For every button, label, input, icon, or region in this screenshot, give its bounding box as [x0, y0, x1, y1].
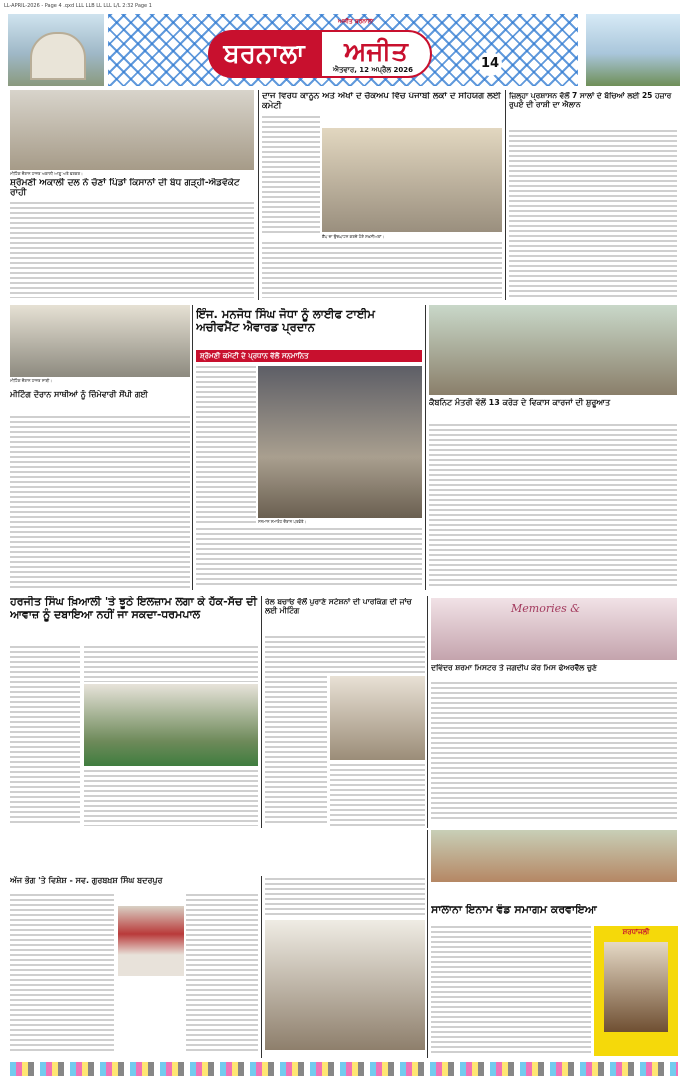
article-body: [330, 764, 425, 826]
photo-caption: ਸਨਮਾਨ ਸਮਾਰੋਹ ਦੌਰਾਨ ਪਤਵੰਤੇ।: [258, 519, 307, 524]
article-body: [186, 894, 258, 1054]
article-body: [509, 130, 677, 298]
masthead-date: ਐਤਵਾਰ, 12 ਅਪ੍ਰੈਲ 2026: [333, 66, 414, 74]
article-body: [431, 682, 677, 822]
article-body: [429, 424, 677, 588]
photo-portrait: [118, 906, 184, 976]
photo-caption: ਮੀਟਿੰਗ ਦੌਰਾਨ ਹਾਜ਼ਰ ਅਕਾਲੀ ਆਗੂ ਅਤੇ ਵਰਕਰ।: [10, 171, 83, 176]
shardhanjali-photo: [604, 942, 668, 1032]
article-body: [84, 646, 258, 682]
print-slug: LL-APRIL-2026 - Page 4 .qxd LLL LLB LL LLL L/L 2:32 Page 1: [4, 3, 152, 9]
headline-development: ਕੈਬਨਿਟ ਮੰਤਰੀ ਵੱਲੋਂ 13 ਕਰੋੜ ਦੇ ਵਿਕਾਸ ਕਾਰਜਾਂ ਦੀ ਸ਼ੁਰੂਆਤ: [429, 398, 611, 407]
subhead-award: ਸ਼੍ਰੋਮਣੀ ਕਮੇਟੀ ਦੇ ਪ੍ਰਧਾਨ ਵੱਲੋਂ ਸਨਮਾਨਿਤ: [196, 350, 422, 362]
article-body: [10, 646, 80, 826]
photo-station-visit: [330, 676, 425, 760]
article-body: [265, 636, 425, 676]
headline-meeting: ਮੀਟਿੰਗ ਦੌਰਾਨ ਸਾਥੀਆਂ ਨੂੰ ਜ਼ਿੰਮੇਵਾਰੀ ਸੌਂਪੀ ਗਈ: [10, 390, 148, 399]
headline-rail-bachao: ਰੇਲ ਬਚਾਓ ਵੱਲੋਂ ਪੁਰਾਣੇ ਸਟੇਸ਼ਨਾਂ ਦੀ ਪਾਰਕਿੰਗ ਦੀ ਜਾਂਚ ਲਈ ਮੀਟਿੰਗ: [265, 598, 412, 615]
column-rule: [192, 305, 193, 590]
photo-caption: ਕੈਂਪ ਦਾ ਉਦਘਾਟਨ ਕਰਦੇ ਹੋਏ ਸ਼ਖ਼ਸੀਅਤਾਂ।: [322, 234, 385, 239]
article-body: [265, 878, 425, 916]
shardhanjali-label: ਸ਼ਰਧਾਂਜਲੀ: [622, 928, 650, 936]
headline-committee: ਦਾਜ ਵਿਰੋਧ ਕਾਨੂੰਨ ਅਤੇ ਅੱਖਾਂ ਦੇ ਚੈੱਕਅਪ ਵਿੱਚ ਪੰਜਾਬੀ ਲੋਕਾਂ ਦੇ ਸਹਿਯੋਗ ਲਈ ਕਮੇਟੀ: [262, 92, 501, 111]
masthead: [8, 14, 680, 86]
article-body: [196, 366, 256, 526]
page-number: 14: [478, 52, 502, 76]
column-rule: [258, 90, 259, 300]
article-body: [196, 528, 422, 588]
photo-development-works: [429, 305, 677, 395]
article-body: [10, 894, 114, 1054]
column-rule: [427, 596, 428, 828]
headline-award: ਇੰਜ. ਮਨਜੋਧ ਸਿੰਘ ਜੋਧਾ ਨੂੰ ਲਾਈਫ ਟਾਈਮ ਅਚੀਵਮੈਂਟ ਐਵਾਰਡ ਪ੍ਰਦਾਨ: [196, 308, 375, 335]
photo-farewell-party: [431, 598, 677, 660]
memories-label: Memories &: [511, 602, 581, 615]
column-rule: [505, 90, 506, 300]
article-body: [84, 770, 258, 826]
headline-akali: ਸ਼੍ਰੋਮਣੀ ਅਕਾਲੀ ਦਲ ਨੇ ਚੋਣਾਂ ਪਿੰਡਾਂ ਕਿਸਾਨਾਂ ਦੀ ਬੰਧ ਗੜ੍ਹੀ-ਐਡਵੋਕੇਟ ਰਾਹੀ: [10, 178, 240, 199]
column-rule: [261, 876, 262, 1058]
photo-protest: [84, 684, 258, 766]
headline-farewell: ਦਵਿੰਦਰ ਸ਼ਰਮਾ ਮਿਸਟਰ ਤੇ ਜਗਦੀਪ ਕੌਰ ਮਿਸ ਫੇਅਰਵੈੱਲ ਚੁਣੇ: [431, 664, 597, 672]
photo-akali-meeting: [10, 90, 254, 170]
photo-meeting-group: [10, 305, 190, 377]
article-body: [10, 416, 190, 588]
masthead-paper-name: ਅਜੀਤ: [320, 30, 432, 78]
photo-caption: ਮੀਟਿੰਗ ਦੌਰਾਨ ਹਾਜ਼ਰ ਸਾਥੀ।: [10, 378, 52, 383]
photo-ceremony: [265, 920, 425, 1050]
masthead-photo-right: [586, 14, 680, 86]
color-registration-bar: [10, 1062, 678, 1076]
photo-award-ceremony: [258, 366, 422, 518]
article-body: [431, 926, 591, 1054]
photo-camp-inauguration: [322, 128, 502, 232]
photo-prize-distribution: [431, 830, 677, 882]
column-rule: [425, 305, 426, 590]
column-rule: [427, 830, 428, 1058]
article-body: [265, 676, 327, 826]
article-body: [10, 202, 254, 298]
masthead-city: ਬਰਨਾਲਾ: [208, 30, 320, 78]
headline-district-admin: ਜ਼ਿਲ੍ਹਾ ਪ੍ਰਸ਼ਾਸਨ ਵੱਲੋਂ 7 ਸਾਲਾਂ ਦੇ ਬੱਚਿਆਂ ਲਈ 25 ਹਜ਼ਾਰ ਰੁਪਏ ਦੀ ਰਾਸ਼ੀ ਦਾ ਐਲਾਨ: [509, 92, 672, 109]
headline-harjit-singh: ਹਰਜੀਤ ਸਿੰਘ ਖ਼ਿਆਲੀ 'ਤੇ ਝੂਠੇ ਇਲਜ਼ਾਮ ਲਗਾ ਕੇ ਹੱਕ-ਸੱਚ ਦੀ ਆਵਾਜ਼ ਨੂੰ ਦਬਾਇਆ ਨਹੀਂ ਜਾ ਸਕਦਾ-ਧਰਮਪਾਲ: [10, 596, 257, 621]
headline-prize: ਸਾਲਾਨਾ ਇਨਾਮ ਵੰਡ ਸਮਾਗਮ ਕਰਵਾਇਆ: [431, 904, 597, 916]
column-rule: [261, 596, 262, 828]
article-body: [262, 116, 320, 236]
masthead-tagline: ਅਜੀਤ ਬਰਨਾਲਾ: [338, 18, 374, 25]
masthead-photo-left: [8, 14, 104, 86]
article-body: [262, 242, 502, 298]
headline-bhog: ਅੱਜ ਭੋਗ 'ਤੇ ਵਿਸ਼ੇਸ਼ - ਸਵ. ਗੁਰਬਖ਼ਸ਼ ਸਿੰਘ ਬਦਰਪੁਰ: [10, 876, 163, 885]
shardhanjali-box: [594, 926, 678, 1056]
